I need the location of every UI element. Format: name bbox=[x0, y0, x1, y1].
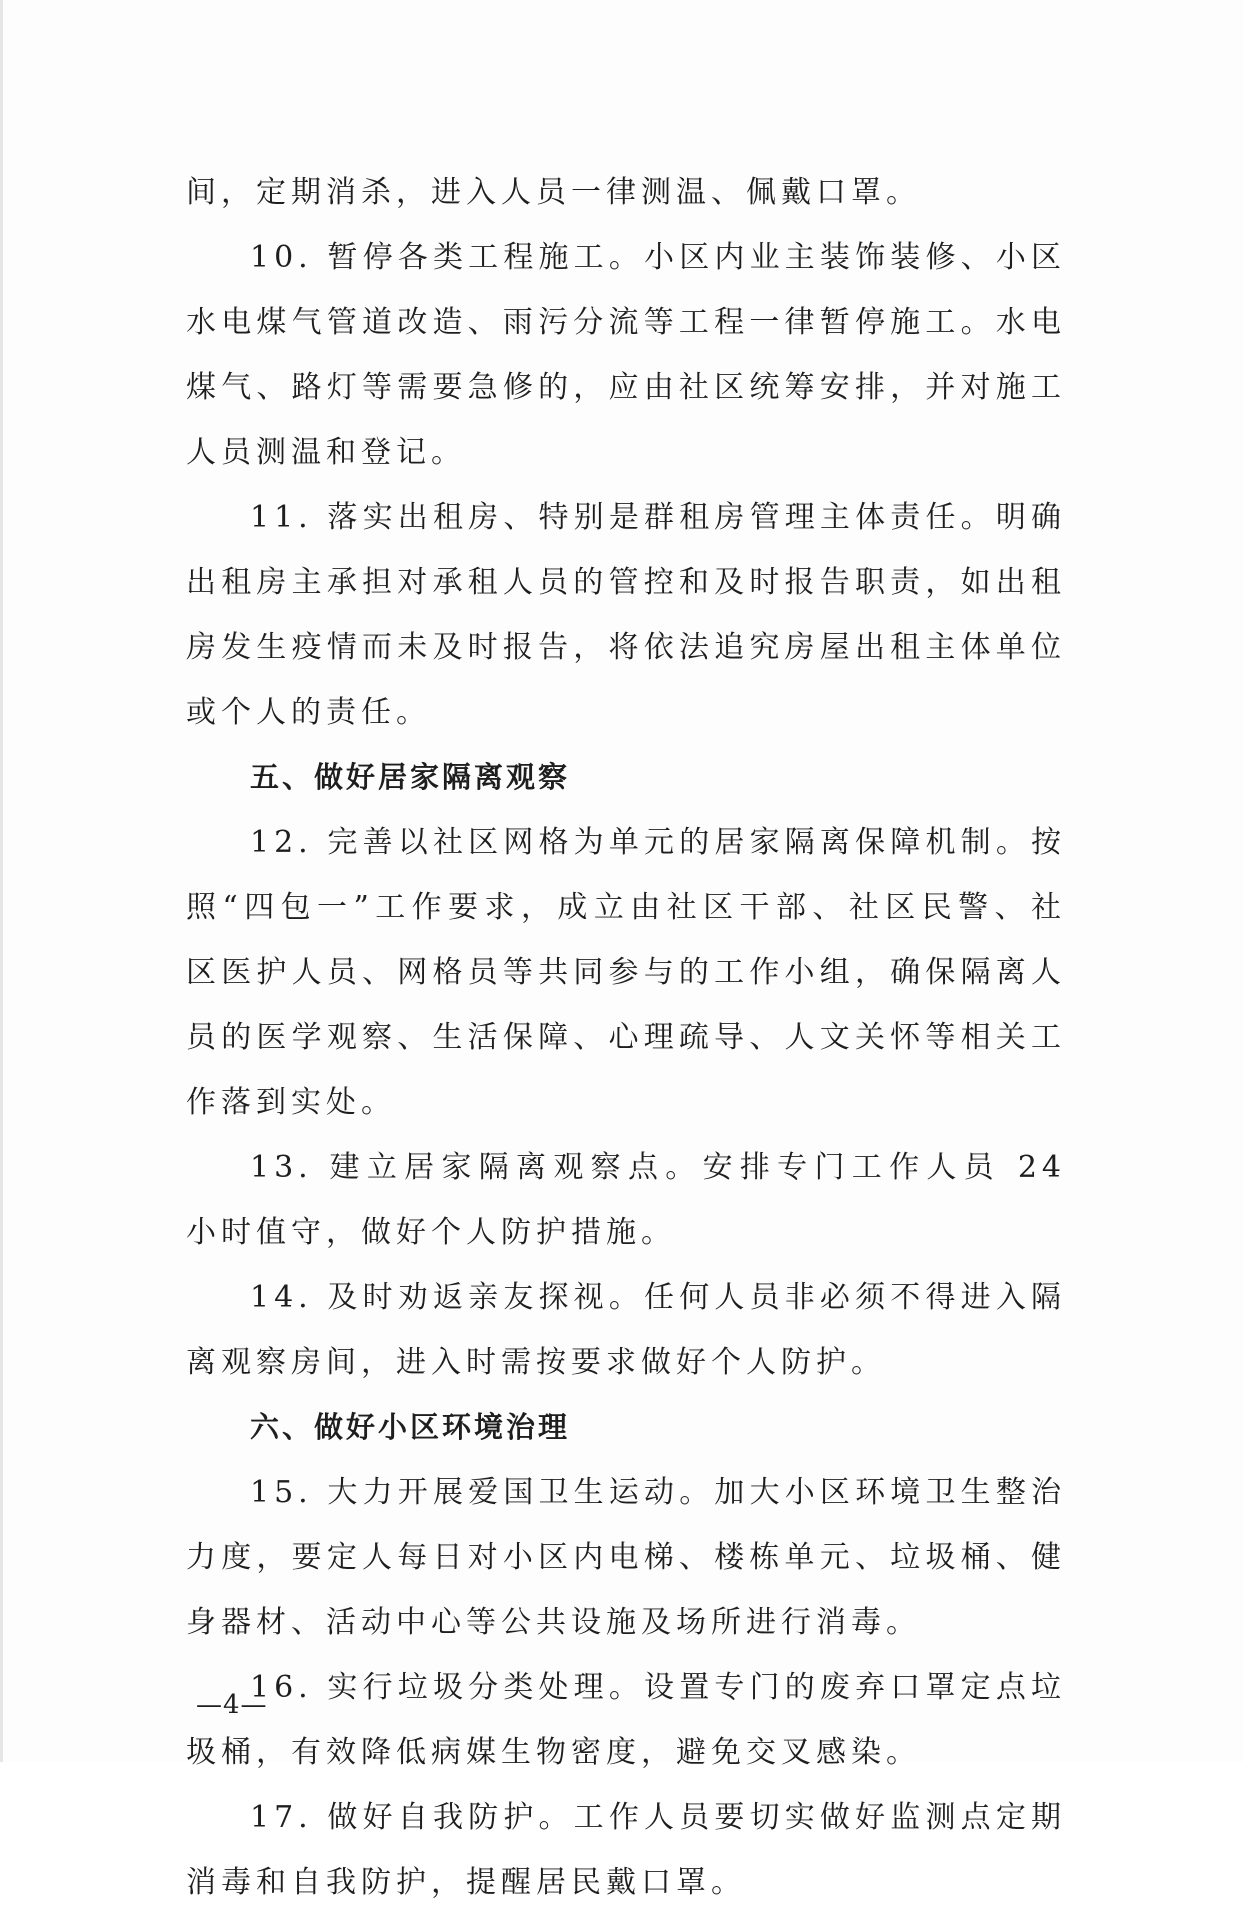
paragraph-continuation: 间，定期消杀，进入人员一律测温、佩戴口罩。 bbox=[186, 175, 921, 210]
scan-edge bbox=[0, 0, 3, 1762]
paragraph-item-15: 15. 大力开展爱国卫生运动。加大小区环境卫生整治力度，要定人每日对小区内电梯、楼栋单元、垃圾桶、健身器材、活动中心等公共设施及场所进行消毒。 bbox=[186, 1475, 1066, 1640]
paragraph-item-16: 16. 实行垃圾分类处理。设置专门的废弃口罩定点垃圾桶，有效降低病媒生物密度，避免交叉感染。 bbox=[186, 1670, 1066, 1770]
paragraph-item-12: 12. 完善以社区网格为单元的居家隔离保障机制。按照“四包一”工作要求，成立由社区干部、社区民警、社区医护人员、网格员等共同参与的工作小组，确保隔离人员的医学观察、生活保障、心理疏导、人文关怀等相关工作落到实处。 bbox=[186, 825, 1066, 1120]
paragraph-item-10: 10. 暂停各类工程施工。小区内业主装饰装修、小区水电煤气管道改造、雨污分流等工程一律暂停施工。水电煤气、路灯等需要急修的，应由社区统筹安排，并对施工人员测温和登记。 bbox=[186, 240, 1066, 470]
paragraph-item-17: 17. 做好自我防护。工作人员要切实做好监测点定期消毒和自我防护，提醒居民戴口罩。 bbox=[186, 1800, 1066, 1900]
document-body bbox=[186, 160, 1066, 1915]
paragraph-item-11: 11. 落实出租房、特别是群租房管理主体责任。明确出租房主承担对承租人员的管控和及时报告职责，如出租房发生疫情而未及时报告，将依法追究房屋出租主体单位或个人的责任。 bbox=[186, 500, 1066, 730]
page-number: —4— bbox=[196, 1690, 268, 1720]
paragraph-item-13: 13. 建立居家隔离观察点。安排专门工作人员 24 小时值守，做好个人防护措施。 bbox=[186, 1150, 1066, 1250]
paragraph-item-14: 14. 及时劝返亲友探视。任何人员非必须不得进入隔离观察房间，进入时需按要求做好个人防护。 bbox=[186, 1280, 1066, 1380]
section-heading-5: 五、做好居家隔离观察 bbox=[250, 760, 571, 794]
section-heading-6: 六、做好小区环境治理 bbox=[250, 1410, 571, 1444]
